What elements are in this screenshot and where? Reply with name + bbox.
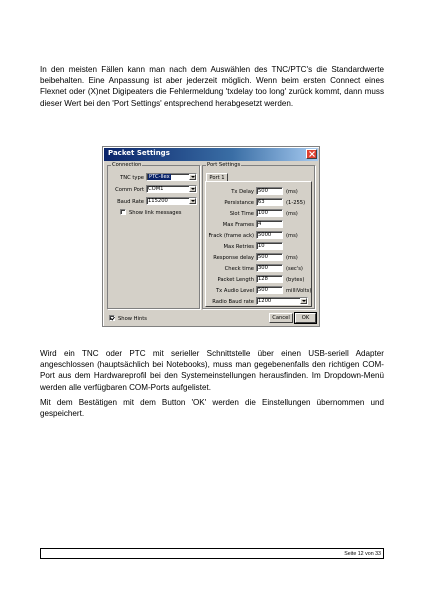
tx-delay-unit: (ms) <box>286 189 298 195</box>
radio-baud-select[interactable] <box>256 297 308 305</box>
slot-time-unit: (ms) <box>286 211 298 217</box>
check-time-unit: (sec's) <box>286 266 303 272</box>
tx-audio-unit: milliVolts) <box>286 288 312 294</box>
packet-length-input[interactable]: 128 <box>256 275 283 283</box>
max-retries-input[interactable]: 10 <box>256 242 283 250</box>
response-delay-input[interactable]: 500 <box>256 253 283 261</box>
tab-port-1[interactable]: Port 1 <box>206 173 228 182</box>
tx-delay-label: Tx Delay <box>231 189 254 195</box>
tnc-type-label: TNC type <box>120 175 144 181</box>
connection-group <box>107 162 200 309</box>
dialog-titlebar[interactable] <box>104 148 318 161</box>
check-time-label: Check time <box>224 266 254 272</box>
page-footer <box>40 548 384 559</box>
close-icon[interactable] <box>306 149 317 159</box>
frack-label: Frack (frame ack) <box>208 233 254 239</box>
comm-port-value: COM1 <box>148 186 164 192</box>
page-number: Seite 12 von 33 <box>344 551 381 557</box>
slot-time-input[interactable]: 100 <box>256 209 283 217</box>
packet-length-label: Packet Length <box>217 277 254 283</box>
show-link-label: Show link messages <box>129 210 182 216</box>
frack-input[interactable]: 5000 <box>256 231 283 239</box>
max-frames-label: Max Frames <box>222 222 254 228</box>
port-settings-group <box>202 162 315 309</box>
baud-rate-select[interactable] <box>146 197 197 205</box>
response-delay-unit: (ms) <box>286 255 298 261</box>
radio-baud-label: Radio Baud rate <box>212 299 254 305</box>
check-time-input[interactable]: 300 <box>256 264 283 272</box>
tx-delay-input[interactable]: 500 <box>256 187 283 195</box>
ok-paragraph: Mit dem Bestätigen mit dem Button 'OK' werden die Einstellungen übernommen und gespeichert. <box>40 398 384 419</box>
chevron-down-icon[interactable] <box>189 174 196 180</box>
tnc-type-value: PTC-IIex <box>149 174 170 180</box>
response-delay-label: Response delay <box>213 255 254 261</box>
port-tab-panel <box>205 181 312 307</box>
packet-length-unit: (bytes) <box>286 277 305 283</box>
baud-rate-value: 115200 <box>148 198 168 204</box>
persistance-unit: (1-255) <box>286 200 306 206</box>
tx-audio-input[interactable]: 500 <box>256 286 283 294</box>
connection-group-title: Connection <box>112 162 142 168</box>
cancel-button[interactable]: Cancel <box>269 313 293 323</box>
persistance-label: Persistance <box>224 200 254 206</box>
show-hints-checkbox[interactable] <box>109 315 115 321</box>
show-hints-label: Show Hints <box>118 316 148 322</box>
chevron-down-icon[interactable] <box>189 186 196 192</box>
packet-settings-dialog <box>102 146 320 327</box>
frack-unit: (ms) <box>286 233 298 239</box>
port-settings-group-title: Port Settings <box>207 162 241 168</box>
persistance-input[interactable]: 63 <box>256 198 283 206</box>
max-retries-label: Max Retries <box>223 244 254 250</box>
baud-rate-label: Baud Rate <box>117 199 144 205</box>
usb-adapter-paragraph: Wird ein TNC oder PTC mit serieller Schnittstelle über einen USB-seriell Adapter angeschlossen (hauptsächlich bei Notebooks), muss man gegebenenfalls den richtigen COM-Port aus dem Hardwareprofil bei den Systemeinstellungen herausfinden. Im Dropdown-Menü werden alle verfügbaren COM-Ports aufgelistet. <box>40 349 384 392</box>
ok-button[interactable]: OK <box>295 313 316 323</box>
comm-port-select[interactable] <box>146 185 197 193</box>
max-frames-input[interactable]: 4 <box>256 220 283 228</box>
chevron-down-icon[interactable] <box>300 298 307 304</box>
dialog-title: Packet Settings <box>108 149 170 157</box>
tnc-type-select[interactable] <box>146 173 197 181</box>
intro-paragraph: In den meisten Fällen kann man nach dem Auswählen des TNC/PTC's die Standardwerte beibehalten. Eine Anpassung ist aber jederzeit möglich. Wenn beim ersten Connect eines Flexnet oder (X)net Digipeaters die Fehlermeldung 'txdelay too long' zurück kommt, dann muss dieser Wert bei den 'Port Settings' entsprechend herabgesetzt werden. <box>40 65 384 108</box>
show-link-checkbox[interactable] <box>120 209 126 215</box>
comm-port-label: Comm Port <box>115 187 144 193</box>
slot-time-label: Slot Time <box>229 211 254 217</box>
radio-baud-value: 1200 <box>258 298 272 304</box>
tx-audio-label: Tx Audio Level <box>216 288 254 294</box>
chevron-down-icon[interactable] <box>189 198 196 204</box>
